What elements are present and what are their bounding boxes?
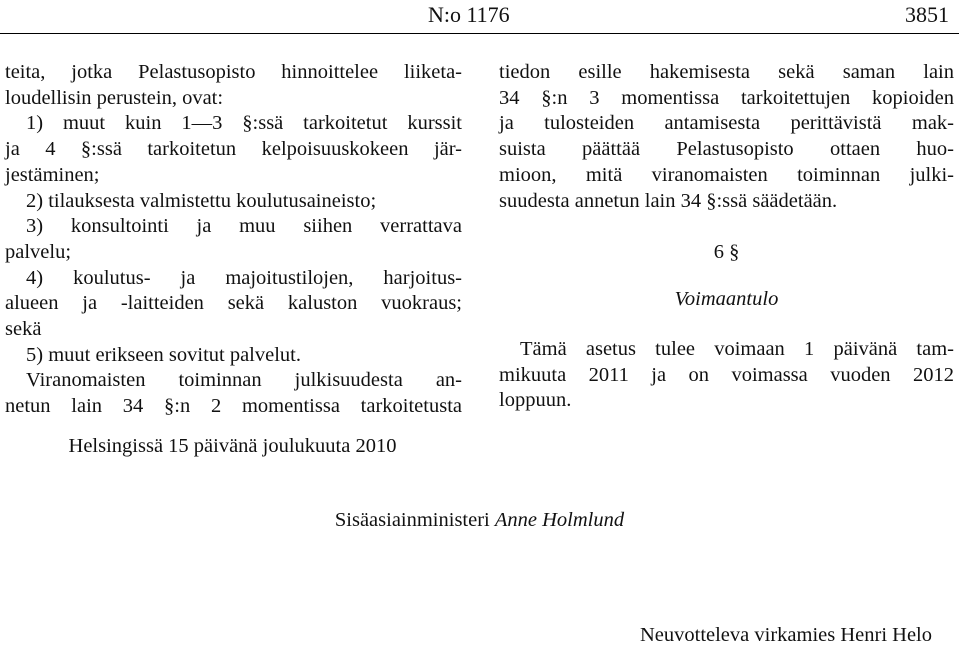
text-line: 2) tilauksesta valmistettu koulutusaineisto; [26,189,377,212]
minister-title: Sisäasiainministeri [334,509,490,531]
text-line: alueen ja -laitteiden sekä kaluston vuokraus; [5,292,462,315]
text-line: suista päättää Pelastusopisto ottaen huo- [499,138,954,161]
text-line: mioon, mitä viranomaisten toiminnan julki- [499,163,954,186]
text-line: sekä [5,318,42,341]
page-number: 3851 [905,2,949,27]
text-line: ja 4 §:ssä tarkoitetun kelpoisuuskokeen jär- [5,138,462,161]
section-text [499,337,954,414]
text-line: 34 §:n 3 momentissa tarkoitettujen kopioiden [499,86,954,109]
text-line: loudellisin perustein, ovat: [5,86,224,109]
text-line: teita, jotka Pelastusopisto hinnoittelee liiketa- [5,61,462,83]
text-line: Tämä asetus tulee voimaan 1 päivänä tam- [520,338,954,360]
text-line: tiedon esille hakemisesta sekä saman lain [499,61,954,83]
text-line: palvelu; [5,240,72,263]
minister-name: Anne Holmlund [494,509,625,531]
text-line: 5) muut erikseen sovitut palvelut. [26,343,301,366]
text-line: netun lain 34 §:n 2 momentissa tarkoitetusta [5,395,462,418]
text-line: mikuuta 2011 ja on voimassa vuoden 2012 [499,363,954,386]
left-column [5,60,462,420]
text-line: suudesta annetun lain 34 §:ssä säädetään. [499,189,838,212]
right-column [499,60,954,214]
text-line: 1) muut kuin 1—3 §:ssä tarkoitetut kurssit [26,112,462,135]
minister-signature [0,507,959,533]
text-line: jestäminen; [5,163,100,186]
section-number: 6 § [713,241,740,263]
place-and-date: Helsingissä 15 päivänä joulukuuta 2010 [68,435,397,457]
text-line: 3) konsultointi ja muu siihen verrattava [26,215,462,238]
text-line: loppuun. [499,389,572,412]
text-line: Viranomaisten toiminnan julkisuudesta an- [26,369,462,392]
text-line: 4) koulutus- ja majoitustilojen, harjoitus- [26,266,462,289]
document-number: N:o 1176 [428,2,510,27]
header-rule [0,33,959,34]
text-line: ja tulosteiden antamisesta perittävistä mak- [499,112,954,135]
section-title: Voimaantulo [674,288,779,310]
official-signature: Neuvotteleva virkamies Henri Helo [639,624,932,646]
